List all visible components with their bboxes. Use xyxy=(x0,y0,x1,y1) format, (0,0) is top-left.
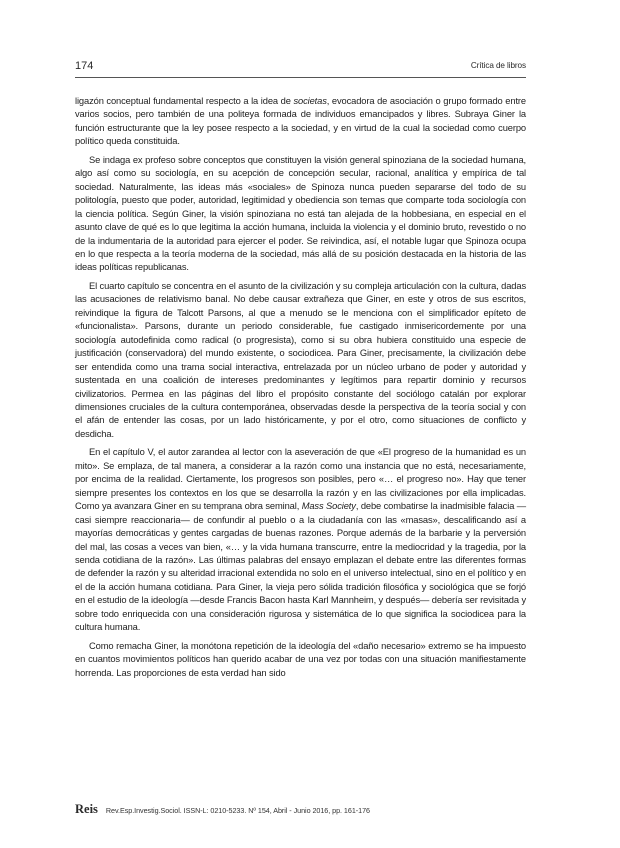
body-paragraph xyxy=(75,154,526,275)
page-number: 174 xyxy=(75,60,94,72)
body-paragraph xyxy=(75,446,526,634)
journal-citation: Rev.Esp.Investig.Sociol. ISSN-L: 0210-5233. Nº 154, Abril - Junio 2016, pp. 161-176 xyxy=(105,806,370,815)
body-paragraph xyxy=(75,280,526,441)
paragraph-text: El cuarto capítulo se concentra en el asunto de la civilización y su compleja articulación con la cultura, dadas las acusaciones de relativismo banal. No debe causar extrañeza que Giner, en este y otros de sus escritos, reivindique la figura de Talcott Parsons, al que a menudo se le menciona con el simplificador epíteto de «funcionalista». Parsons, durante un periodo considerable, fue castigado inmisericordemente por una sociología autodefinida como radical (o progresista), como si su obra hubiera constituido una especie de justificación (conservadora) del mundo existente, o sociodicea. Para Giner, precisamente, la civilización debe ser entendida como una trama social interactiva, entrelazada por un núcleo urbano de poder y autoridad y sustentada en una coalición de intereses predominantes y legítimos para repartir dominio y recursos civilizatorios. Permea en las páginas del libro el propósito constante del sociólogo catalán por explorar dimensiones cruciales de la cultura contemporánea, observadas desde la perspectiva de la teoría social y con el afán de entender las cosas, por un lado históricamente, y por el otro, como situaciones de conflicto y desdicha. xyxy=(75,280,526,439)
journal-logo: Reis xyxy=(75,802,98,816)
page-footer xyxy=(75,800,526,816)
paragraph-text: ligazón conceptual fundamental respecto a la idea de xyxy=(75,96,294,106)
article-body xyxy=(75,95,526,685)
header-rule xyxy=(75,77,526,78)
italic-term: Mass Society xyxy=(301,501,356,512)
page-header xyxy=(75,60,526,74)
paragraph-text: , debe combatirse la inadmisible falacia —casi siempre reaccionaria— de confundir al pueblo o a la ciudadanía con las «masas», descalificando así a mayorías democráticas y gentes cargadas de buenas razones. Porque además de la barbarie y la perversión del mal, las cosas a veces van bien, «… y la vida humana transcurre, entre la mediocridad y la tragedia, por la senda cotidiana de la razón». Las últimas palabras del ensayo emplazan el debate entre las diferentes formas de defender la razón y su alteridad irracional extendida no solo en el universo intelectual, sino en el político y en el de la acción humana cotidiana. Para Giner, la vieja pero sólida tradición filosófica y sociológica que se forjó en el estudio de la ideología —desde Francis Bacon hasta Karl Mannheim, y después— debería ser revisitada y sobre todo enriquecida con una consideración rigurosa y sistemática de lo que significa la sociodicea para la cultura humana. xyxy=(75,501,526,633)
running-head: Crítica de libros xyxy=(470,61,526,70)
body-paragraph xyxy=(75,95,526,149)
paragraph-text: , evocadora de asociación o grupo formado entre varios socios, pero también de una politeya formada de individuos emancipados y libres. Subraya Giner la función estructurante que la ley posee respecto a la sociedad, y en virtud de la cual la sociedad como cuerpo político queda constituida. xyxy=(75,96,526,147)
paragraph-text: Se indaga ex profeso sobre conceptos que constituyen la visión general spinoziana de la sociedad humana, algo así como su sociología, en su acepción de concepción secular, racional, analítica y empírica de tal sociedad. Naturalmente, las ideas más «sociales» de Spinoza nunca pueden separarse del todo de su politología, puesto que poder, autoridad, legitimidad y obediencia son temas que comparte toda sociología con la ciencia política. Según Giner, la visión spinoziana no está tan alejada de la hobbesiana, en especial en el asunto clave de qué es lo que legitima la acción humana, incluida la violencia y el dominio bruto, revestido o no de la indumentaria de la autoridad para ejercer el poder. Se reivindica, así, el notable lugar que Spinoza ocupa en lo que respecta a la teoría moderna de la sociedad, más allá de su posición destacada en la historia de las ideas políticas republicanas. xyxy=(75,154,526,273)
body-paragraph xyxy=(75,640,526,680)
paragraph-text: En el capítulo V, el autor zarandea al lector con la aseveración de que «El progreso de la humanidad es un mito». Se emplaza, de tal manera, a considerar a la razón como una instancia que no está, necesariamente, por encima de la realidad. Ciertamente, los progresos son posibles, pero «… el progreso no». Hay que tener siempre presentes los contextos en los que se desarrolla la razón y en las civilizaciones por ella implicadas. Como ya avanzara Giner en su temprana obra seminal, xyxy=(75,447,526,512)
paragraph-text: Como remacha Giner, la monótona repetición de la ideología del «daño necesario» extremo se ha impuesto en cuantos movimientos políticos han querido acabar de una vez por todas con una situación manifiestamente horrenda. Las proporciones de esta verdad han sido xyxy=(75,640,526,678)
italic-term: societas xyxy=(293,96,327,106)
